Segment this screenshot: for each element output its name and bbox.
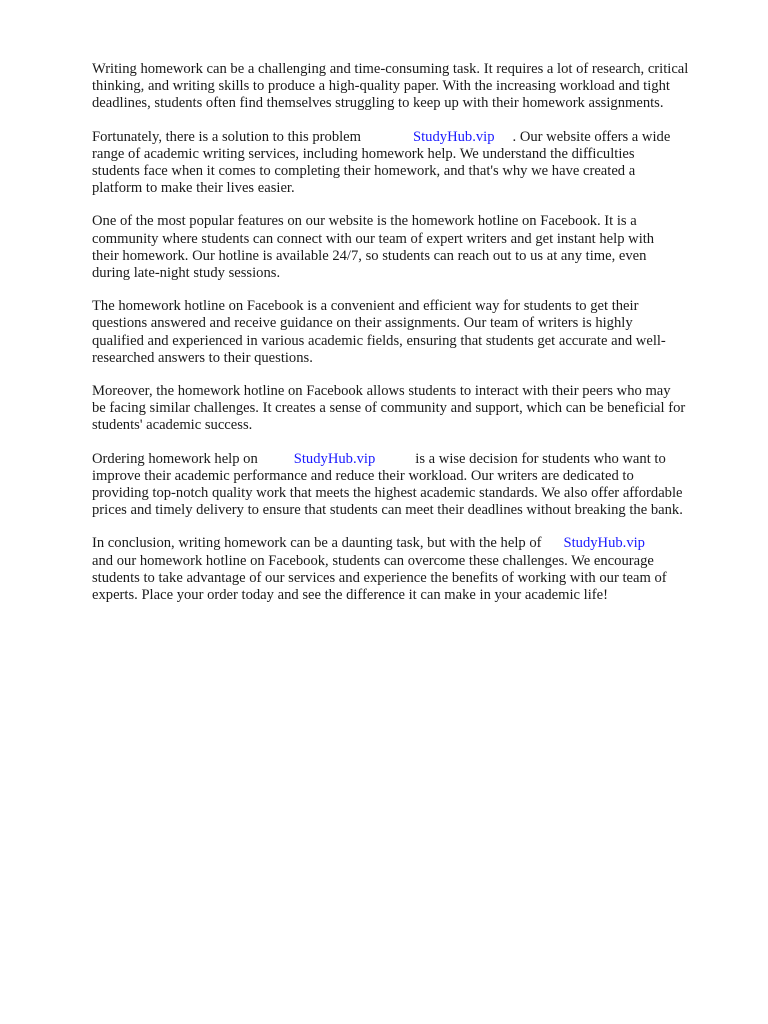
text-line: improve their academic performance and reduce their workload. Our writers are dedicated to bbox=[92, 467, 634, 484]
paragraph-conclusion bbox=[92, 535, 734, 604]
text-line: researched answers to their questions. bbox=[92, 349, 313, 366]
text-line: questions answered and receive guidance on their assignments. Our team of writers is highly bbox=[92, 315, 633, 332]
text-line: The homework hotline on Facebook is a convenient and efficient way for students to get their bbox=[92, 298, 639, 315]
text-line: students to take advantage of our services and experience the benefits of working with our team of bbox=[92, 569, 667, 586]
text-line: One of the most popular features on our website is the homework hotline on Facebook. It is a bbox=[92, 213, 637, 230]
text-line bbox=[92, 535, 734, 552]
text-segment: Fortunately, there is a solution to this problem bbox=[92, 128, 362, 145]
paragraph-hotline-feature bbox=[92, 213, 734, 282]
text-line: and our homework hotline on Facebook, students can overcome these challenges. We encourage bbox=[92, 552, 654, 569]
text-line: their homework. Our hotline is available 24/7, so students can reach out to us at any time, even bbox=[92, 247, 647, 264]
paragraph-intro bbox=[92, 61, 734, 113]
text-line: community where students can connect with our team of expert writers and get instant help with bbox=[92, 230, 655, 247]
document-body bbox=[92, 61, 734, 620]
text-line: Moreover, the homework hotline on Facebook allows students to interact with their peers who may bbox=[92, 383, 671, 400]
paragraph-ordering bbox=[92, 451, 734, 520]
paragraph-hotline-benefits bbox=[92, 298, 734, 367]
paragraph-solution bbox=[92, 129, 734, 198]
text-line: experts. Place your order today and see the difference it can make in your academic life! bbox=[92, 587, 608, 604]
text-line: thinking, and writing skills to produce a high-quality paper. With the increasing workload and tight bbox=[92, 78, 670, 95]
text-line: Writing homework can be a challenging and time-consuming task. It requires a lot of research, critical bbox=[92, 61, 689, 77]
text-line bbox=[92, 451, 734, 468]
text-segment: Ordering homework help on bbox=[92, 450, 258, 467]
text-segment: In conclusion, writing homework can be a daunting task, but with the help of bbox=[92, 535, 542, 552]
studyhub-link[interactable]: StudyHub.vip bbox=[413, 128, 495, 145]
text-line: platform to make their lives easier. bbox=[92, 180, 295, 197]
text-line: range of academic writing services, including homework help. We understand the difficulties bbox=[92, 145, 635, 162]
text-line: prices and timely delivery to ensure that students can meet their deadlines without breaking the bank. bbox=[92, 502, 683, 519]
studyhub-link[interactable]: StudyHub.vip bbox=[563, 535, 645, 552]
text-line: be facing similar challenges. It creates a sense of community and support, which can be beneficial for bbox=[92, 400, 686, 417]
text-line: deadlines, students often find themselves struggling to keep up with their homework assignments. bbox=[92, 95, 664, 112]
text-line: qualified and experienced in various academic fields, ensuring that students get accurate and well- bbox=[92, 332, 666, 349]
text-line: students face when it comes to completing their homework, and that's why we have created a bbox=[92, 163, 636, 180]
paragraph-community bbox=[92, 383, 734, 435]
text-line: students' academic success. bbox=[92, 417, 253, 434]
text-line: providing top-notch quality work that meets the highest academic standards. We also offer affordable bbox=[92, 485, 683, 502]
text-line: during late-night study sessions. bbox=[92, 265, 281, 282]
text-segment: is a wise decision for students who want to bbox=[415, 450, 666, 467]
studyhub-link[interactable]: StudyHub.vip bbox=[293, 450, 376, 467]
text-segment: . Our website offers a wide bbox=[512, 128, 671, 145]
text-line bbox=[92, 129, 734, 146]
